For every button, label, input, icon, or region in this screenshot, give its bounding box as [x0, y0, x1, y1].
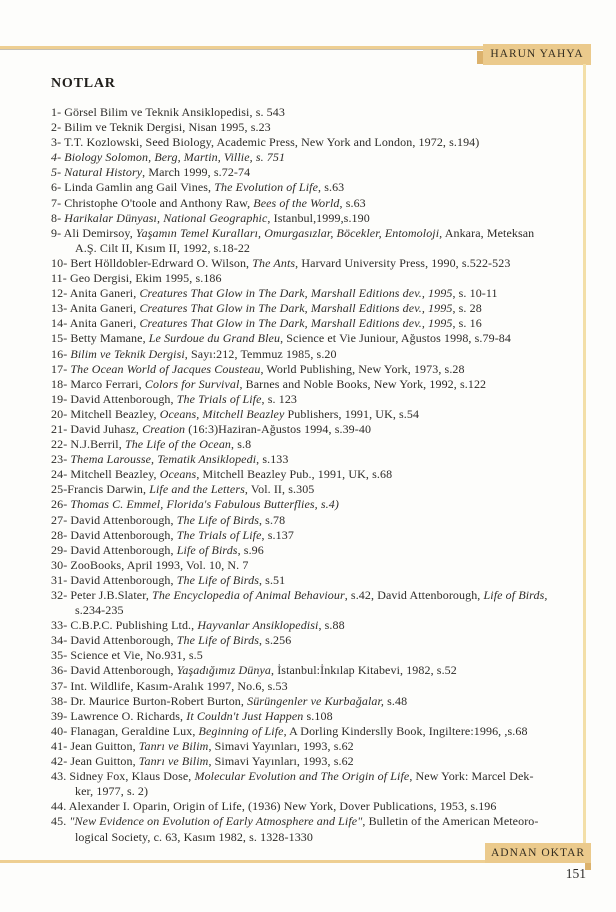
note-line [51, 558, 585, 573]
note-line [51, 799, 585, 814]
note-line [51, 271, 585, 286]
note-item [51, 407, 585, 422]
note-text-segment: Life and the Letters [149, 482, 245, 497]
note-text-segment: 9- Ali Demirsoy, [51, 225, 136, 240]
note-text-segment: 44. Alexander I. Oparin, Origin of Life, (1936) New York, Dover Publications, 1953, s.196 [51, 799, 497, 814]
note-item [51, 799, 585, 814]
note-item [51, 347, 585, 362]
note-line [51, 437, 585, 452]
note-text-segment: 25-Francis Darwin, [51, 482, 150, 497]
note-item [51, 256, 585, 271]
note-text-segment: , s.51 [258, 572, 286, 587]
note-line [51, 180, 585, 195]
note-line [51, 467, 585, 482]
note-text-segment: , Simavi Yayınları, 1993, s.62 [208, 754, 354, 769]
note-text-segment: , s. 28 [452, 301, 482, 316]
note-text-segment: 42- Jean Guitton, [51, 754, 139, 769]
note-text-segment: It Couldn't Just Happen [186, 708, 304, 723]
note-line [51, 165, 585, 180]
note-line [51, 513, 585, 528]
note-line [51, 618, 585, 633]
note-line [51, 528, 585, 543]
note-item [51, 513, 585, 528]
note-text-segment: , s.88 [318, 618, 345, 633]
note-item [51, 165, 585, 180]
note-text-segment: 10- Bert Hölldobler-Edrward O. Wilson, [51, 255, 253, 270]
note-item [51, 331, 585, 346]
note-text-segment: Publishers, 1991, UK, s.54 [284, 406, 420, 421]
note-item [51, 618, 585, 633]
note-item [51, 633, 585, 648]
note-text-segment: 29- David Attenborough, [51, 542, 177, 557]
note-item [51, 497, 585, 512]
note-line [51, 105, 585, 120]
note-item [51, 105, 585, 120]
note-item [51, 211, 585, 226]
note-line [51, 241, 585, 256]
note-text-segment: ker, 1977, s. 2) [75, 784, 149, 799]
note-text-segment: , s.133 [256, 452, 289, 467]
note-text-segment: The Life of Birds [176, 572, 259, 587]
note-text-segment: 32- Peter J.B.Slater, [51, 588, 153, 602]
note-text-segment: s.108 [303, 708, 333, 723]
note-text-segment: 7- Christophe O'toole and Anthony Raw, [51, 195, 254, 210]
note-text-segment: Ankara, Meteksan [442, 225, 535, 240]
note-text-segment: The Trials of Life [176, 527, 262, 542]
note-text-segment: Sürüngenler ve Kurbağalar, [247, 693, 385, 708]
note-text-segment: Oceans, Mitchell Beazley [159, 406, 285, 421]
note-text-segment: "New Evidence on Evolution of Early Atmosphere and Life" [69, 814, 363, 829]
note-text-segment: , s.8 [231, 437, 252, 452]
note-line [51, 301, 585, 316]
note-item [51, 573, 585, 588]
note-line [51, 407, 585, 422]
note-text-segment: 40- Flanagan, Geraldine Lux, [51, 723, 199, 738]
note-text-segment: , s.137 [261, 527, 294, 542]
note-line [51, 543, 585, 558]
note-text-segment: Creatures That Glow in The Dark, Marshall Editions dev., 1995 [139, 316, 453, 331]
note-text-segment: Creation [142, 421, 186, 436]
note-text-segment: 41- Jean Guitton, [51, 738, 139, 753]
note-item [51, 392, 585, 407]
note-text-segment: Bilim ve Teknik Dergisi [70, 346, 185, 361]
note-item [51, 120, 585, 135]
note-item [51, 362, 585, 377]
note-text-segment: Colors for Survival [144, 376, 240, 391]
note-line [51, 694, 585, 709]
note-line [51, 482, 585, 497]
note-line [51, 663, 585, 678]
note-line [51, 648, 585, 663]
note-text-segment: , March 1999, s.72-74 [142, 165, 251, 180]
note-text-segment: 14- Anita Ganeri, [51, 316, 140, 331]
note-line [51, 739, 585, 754]
footer-brand-banner: ADNAN OKTAR [485, 843, 591, 863]
note-text-segment: , Vol. II, s.305 [244, 482, 315, 497]
note-line [51, 603, 585, 618]
note-text-segment: 39- Lawrence O. Richards, [51, 708, 187, 723]
note-text-segment: The Ocean World of Jacques Cousteau [70, 361, 261, 376]
header-brand-banner: HARUN YAHYA [483, 44, 591, 65]
note-text-segment: Harikalar Dünyası, National Geographic [64, 210, 268, 225]
note-item [51, 316, 585, 331]
note-item [51, 452, 585, 467]
note-text-segment: , New York: Marcel Dek- [409, 769, 534, 784]
page-title: NOTLAR [51, 76, 116, 91]
page-number: 151 [565, 866, 586, 881]
note-item [51, 135, 585, 150]
note-line [51, 679, 585, 694]
note-item [51, 422, 585, 437]
note-item [51, 694, 585, 709]
note-text-segment: , Mitchell Beazley Pub., 1991, UK, s.68 [196, 467, 393, 482]
note-line [51, 211, 585, 226]
note-text-segment: 34- David Attenborough, [51, 633, 177, 648]
note-text-segment: Oceans [159, 467, 197, 482]
note-text-segment: Hayvanlar Ansiklopedisi [197, 618, 319, 633]
note-item [51, 482, 585, 497]
note-text-segment: Thema Larousse, Tematik Ansiklopedi [70, 452, 257, 467]
note-item [51, 226, 585, 256]
note-line [51, 769, 585, 784]
note-line [51, 377, 585, 392]
note-text-segment: 38- Dr. Maurice Burton-Robert Burton, [51, 693, 248, 708]
note-item [51, 180, 585, 195]
note-item [51, 271, 585, 286]
note-text-segment: , Harvard University Press, 1990, s.522-523 [295, 255, 511, 270]
note-item [51, 663, 585, 678]
note-text-segment: The Life of the Ocean [124, 437, 232, 452]
note-text-segment: s.48 [384, 693, 408, 708]
note-line [51, 226, 585, 241]
note-text-segment: 2- Bilim ve Teknik Dergisi, Nisan 1995, s.23 [51, 120, 271, 135]
note-text-segment: The Life of Birds [176, 512, 259, 527]
note-text-segment: , s.63 [318, 180, 345, 195]
note-item [51, 739, 585, 754]
note-text-segment: Creatures That Glow in The Dark, Marshall Editions dev., 1995 [139, 301, 453, 316]
note-item [51, 150, 585, 165]
note-text-segment: logical Society, c. 63, Kasım 1982, s. 1328-1330 [75, 829, 313, 844]
note-text-segment: The Encyclopedia of Animal Behaviour [152, 588, 345, 602]
note-text-segment: 35- Science et Vie, No.931, s.5 [51, 648, 203, 663]
note-item [51, 558, 585, 573]
note-text-segment: Le Surdoue du Grand Bleu [148, 331, 281, 346]
note-item [51, 769, 585, 799]
note-item [51, 679, 585, 694]
note-item [51, 301, 585, 316]
note-text-segment: , s. 16 [452, 316, 482, 331]
note-item [51, 724, 585, 739]
note-line [51, 362, 585, 377]
note-line [51, 754, 585, 769]
note-text-segment: Bees of the World [253, 195, 340, 210]
note-line [51, 784, 585, 799]
note-line [51, 724, 585, 739]
note-text-segment: , Barnes and Noble Books, New York, 1992, s.122 [239, 376, 487, 391]
note-text-segment: 20- Mitchell Beazley, [51, 406, 160, 421]
note-text-segment: 12- Anita Ganeri, [51, 286, 140, 301]
note-text-segment: Molecular Evolution and The Origin of Life [194, 769, 410, 784]
note-text-segment: 27- David Attenborough, [51, 512, 177, 527]
note-item [51, 588, 585, 618]
note-text-segment: 15- Betty Mamane, [51, 331, 149, 346]
note-text-segment: A.Ş. Cilt II, Kısım II, 1992, s.18-22 [75, 240, 251, 255]
note-text-segment: 45. [51, 814, 70, 829]
note-text-segment: The Trials of Life [176, 391, 262, 406]
note-text-segment: 24- Mitchell Beazley, [51, 467, 160, 482]
note-line [51, 150, 585, 165]
note-line [51, 497, 585, 512]
note-text-segment: The Ants [252, 255, 296, 270]
note-text-segment: Tanrı ve Bilim [138, 754, 209, 769]
note-item [51, 377, 585, 392]
note-text-segment: The Life of Birds [176, 633, 259, 648]
note-line [51, 588, 585, 603]
note-item [51, 196, 585, 211]
note-item [51, 648, 585, 663]
note-text-segment: 28- David Attenborough, [51, 527, 177, 542]
note-line [51, 422, 585, 437]
note-line [51, 286, 585, 301]
note-line [51, 709, 585, 724]
note-text-segment: 5- Natural History [51, 165, 143, 180]
note-text-segment: Yaşamın Temel Kuralları, Omurgasızlar, Böcekler, Entomoloji, [135, 225, 443, 240]
note-text-segment: 17- [51, 361, 71, 376]
note-text-segment: , Istanbul,1999,s.190 [267, 210, 370, 225]
note-text-segment: 3- T.T. Kozlowski, Seed Biology, Academic Press, New York and London, 1972, s.194) [51, 135, 480, 150]
note-text-segment: Yaşadığımız Dünya [176, 663, 271, 678]
note-text-segment: , s.78 [258, 512, 286, 527]
note-text-segment: s.234-235 [75, 603, 124, 618]
note-text-segment: 11- Geo Dergisi, Ekim 1995, s.186 [51, 271, 222, 286]
note-text-segment: (16:3)Haziran-Ağustos 1994, s.39-40 [185, 421, 372, 436]
note-item [51, 467, 585, 482]
note-text-segment: Creatures That Glow in The Dark, Marshall Editions dev., 1995 [139, 286, 453, 301]
note-line [51, 452, 585, 467]
note-line [51, 331, 585, 346]
note-line [51, 633, 585, 648]
note-text-segment: 36- David Attenborough, [51, 663, 177, 678]
note-text-segment: The Evolution of Life [214, 180, 318, 195]
note-text-segment: , Sayı:212, Temmuz 1985, s.20 [184, 346, 337, 361]
note-text-segment: Life of Birds, [483, 588, 548, 602]
note-text-segment: 13- Anita Ganeri, [51, 301, 140, 316]
note-line [51, 256, 585, 271]
note-text-segment: 18- Marco Ferrari, [51, 376, 145, 391]
note-text-segment: 31- David Attenborough, [51, 572, 177, 587]
note-text-segment: 16- [51, 346, 71, 361]
note-text-segment: Beginning of Life [198, 723, 284, 738]
note-text-segment: , Simavi Yayınları, 1993, s.62 [208, 738, 354, 753]
note-text-segment: 8- [51, 210, 65, 225]
note-text-segment: 30- ZooBooks, April 1993, Vol. 10, N. 7 [51, 557, 249, 572]
note-text-segment: , s.256 [258, 633, 292, 648]
note-text-segment: , s.63 [339, 195, 366, 210]
note-text-segment: 21- David Juhasz, [51, 421, 143, 436]
note-text-segment: , A Dorling Kinderslly Book, Ingiltere:1996, ,s.68 [283, 723, 528, 738]
note-text-segment: , World Publishing, New York, 1973, s.28 [260, 361, 465, 376]
note-item [51, 814, 585, 844]
note-item [51, 543, 585, 558]
notes-list [51, 105, 585, 845]
note-text-segment: 43. Sidney Fox, Klaus Dose, [51, 769, 195, 784]
note-line [51, 196, 585, 211]
note-text-segment: 19- David Attenborough, [51, 391, 177, 406]
note-text-segment: 4- Biology Solomon, Berg, Martin, Villie, s. 751 [51, 150, 286, 165]
note-text-segment: 6- Linda Gamlin ang Gail Vines, [51, 180, 215, 195]
note-text-segment: , Science et Vie Juniour, Ağustos 1998, s.79-84 [280, 331, 511, 346]
note-text-segment: , s.42, David Attenborough, [344, 588, 484, 602]
note-item [51, 437, 585, 452]
note-text-segment: , s.96 [237, 542, 264, 557]
note-text-segment: 26- [51, 497, 71, 512]
note-text-segment: 23- [51, 452, 71, 467]
note-text-segment: Thomas C. Emmel, Florida's Fabulous Butterflies, s.4) [70, 497, 339, 512]
note-line [51, 347, 585, 362]
note-text-segment: Tanrı ve Bilim [138, 738, 209, 753]
note-item [51, 528, 585, 543]
note-text-segment: 22- N.J.Berril, [51, 437, 125, 452]
note-text-segment: 1- Görsel Bilim ve Teknik Ansiklopedisi, s. 543 [51, 105, 285, 119]
note-item [51, 709, 585, 724]
note-line [51, 392, 585, 407]
note-text-segment: , s. 10-11 [452, 286, 498, 301]
note-text-segment: , s. 123 [261, 391, 298, 406]
note-item [51, 286, 585, 301]
note-line [51, 135, 585, 150]
note-text-segment: , İstanbul:İnkılap Kitabevi, 1982, s.52 [271, 663, 457, 678]
note-text-segment: 33- C.B.P.C. Publishing Ltd., [51, 618, 198, 633]
note-line [51, 120, 585, 135]
note-line [51, 814, 585, 829]
note-line [51, 573, 585, 588]
note-text-segment: , Bulletin of the American Meteoro- [362, 814, 539, 829]
note-text-segment: 37- Int. Wildlife, Kasım-Aralık 1997, No.6, s.53 [51, 678, 288, 693]
note-item [51, 754, 585, 769]
note-text-segment: Life of Birds [176, 542, 238, 557]
note-line [51, 316, 585, 331]
